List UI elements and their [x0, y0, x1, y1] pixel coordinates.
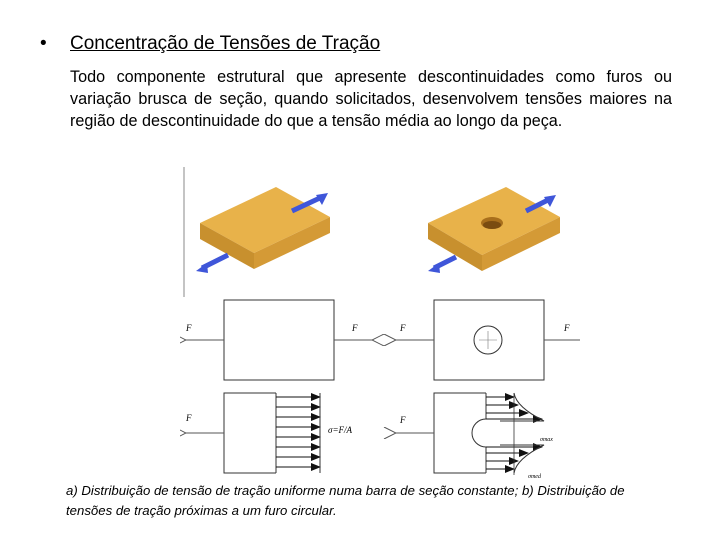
plate-3d-uniform — [196, 187, 330, 273]
plate-2d-with-hole — [396, 300, 580, 380]
stress-figure — [180, 165, 580, 480]
bullet: • — [40, 33, 47, 54]
force-label: F — [352, 323, 358, 333]
force-label: F — [564, 323, 570, 333]
force-label: F — [400, 323, 406, 333]
force-label: F — [186, 323, 192, 333]
plate-3d-with-hole — [428, 187, 560, 273]
slide-title: Concentração de Tensões de Tração — [70, 33, 381, 54]
uniform-stress-distribution — [185, 393, 353, 473]
slide-heading — [40, 33, 380, 55]
force-label: F — [400, 415, 406, 425]
figure-caption: a) Distribuição de tensão de tração uniforme numa barra de seção constante; b) Distribuição de tensões de tração próximas a um furo circular. — [66, 483, 625, 518]
force-label: F — [186, 413, 192, 423]
plate-2d-uniform — [185, 300, 372, 380]
concentrated-stress-distribution — [396, 393, 553, 480]
body-paragraph: Todo componente estrutural que apresente descontinuidades como furos ou variação brusca de seção, quando solicitados, desenvolvem tensões maiores na região de descontinuidade do que a tensão média ao longo da peça. — [70, 68, 672, 130]
max-stress-label: σmax — [540, 437, 553, 443]
mean-stress-label: σmed — [528, 474, 541, 480]
uniform-stress-label: σ=F/A — [328, 425, 353, 435]
